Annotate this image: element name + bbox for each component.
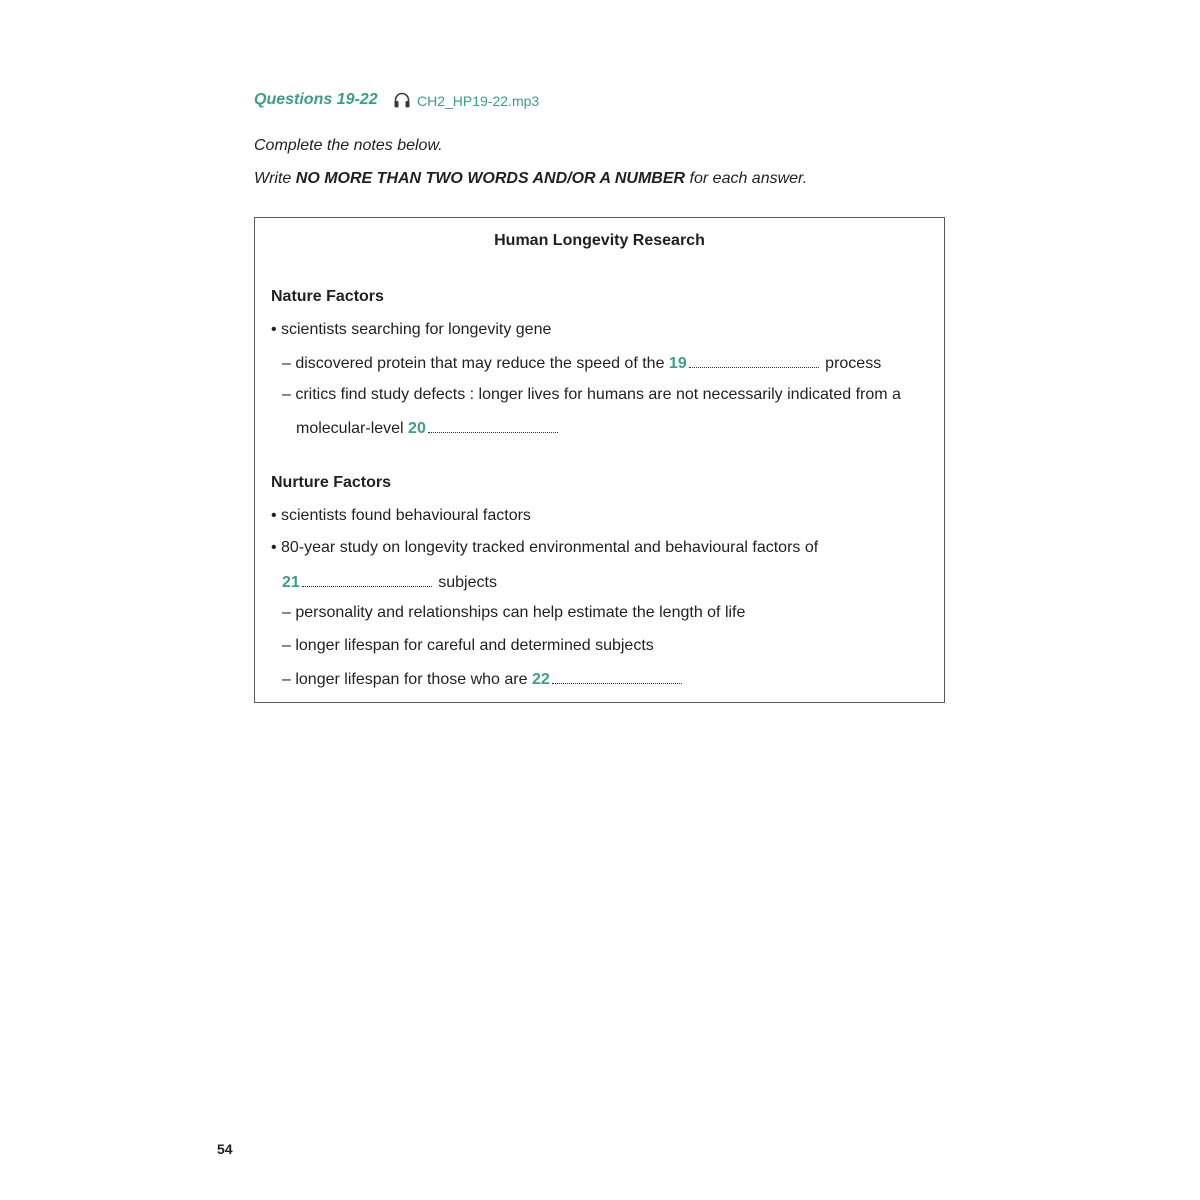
answer-blank-21[interactable] (302, 571, 432, 587)
answer-blank-22[interactable] (552, 668, 682, 684)
instruction-write-suffix: for each answer. (689, 170, 808, 187)
instruction-complete-notes: Complete the notes below. (254, 137, 443, 154)
nurture-factors-heading: Nurture Factors (271, 474, 392, 491)
bullet-text: scientists found behavioural factors (281, 507, 531, 524)
answer-blank-20[interactable] (428, 417, 558, 433)
nature-dash-protein (282, 352, 881, 374)
nature-dash-critics (282, 385, 901, 405)
question-number-21: 21 (282, 574, 300, 591)
nature-bullet-longevity-gene (271, 320, 551, 340)
nurture-bullet-80-year-study-continued (282, 571, 497, 593)
dash-text-post: process (825, 355, 882, 372)
page-number: 54 (217, 1141, 233, 1157)
instruction-write-prefix: Write (254, 170, 292, 187)
nurture-bullet-behavioural (271, 506, 531, 526)
nurture-dash-careful (282, 636, 654, 656)
question-number-19: 19 (668, 355, 687, 372)
nurture-dash-those-who-are (282, 668, 684, 690)
nurture-bullet-80-year-study (271, 538, 818, 558)
dash-text: molecular-level (296, 420, 404, 437)
nurture-dash-personality (282, 603, 745, 623)
bullet-text-post: subjects (438, 574, 497, 591)
question-number-22: 22 (531, 671, 550, 688)
dash-text: – longer lifespan for those who are (282, 671, 528, 688)
answer-blank-19[interactable] (689, 352, 819, 368)
headphones-icon[interactable] (393, 91, 411, 109)
instruction-word-limit-bold: NO MORE THAN TWO WORDS AND/OR A NUMBER (295, 170, 686, 187)
question-number-20: 20 (408, 420, 426, 437)
notes-title: Human Longevity Research (494, 232, 705, 249)
dash-text: – discovered protein that may reduce the speed of the (282, 355, 665, 372)
nature-factors-heading: Nature Factors (271, 288, 384, 305)
dash-text: – longer lifespan for careful and determined subjects (282, 637, 654, 654)
dash-text: – personality and relationships can help estimate the length of life (282, 604, 746, 621)
instruction-word-limit (254, 169, 807, 189)
questions-title: Questions 19-22 (254, 91, 378, 108)
bullet-text: scientists searching for longevity gene (281, 321, 552, 338)
audio-file-link[interactable]: CH2_HP19-22.mp3 (417, 93, 540, 109)
bullet-text: 80-year study on longevity tracked environmental and behavioural factors of (281, 539, 819, 556)
dash-text: – critics find study defects : longer lives for humans are not necessarily indicated from a (282, 386, 901, 403)
nature-dash-critics-continued (296, 417, 560, 439)
